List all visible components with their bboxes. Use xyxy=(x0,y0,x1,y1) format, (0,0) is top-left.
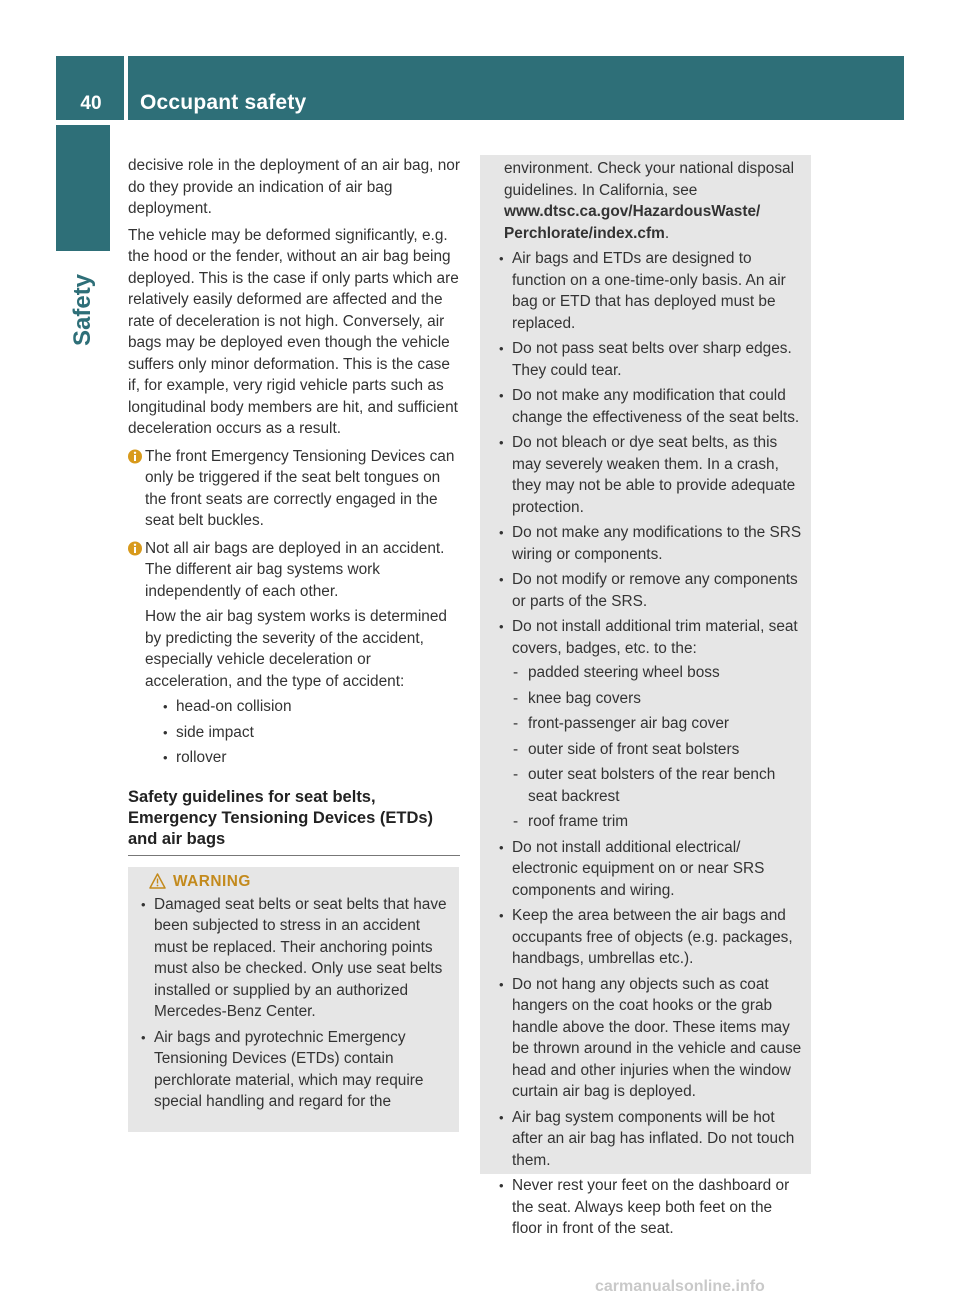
warning-title: WARNING xyxy=(173,872,251,890)
disposal-link[interactable]: www.dtsc.ca.gov/HazardousWaste/ Perchlorate/index.cfm xyxy=(504,203,761,242)
list-item: • Do not pass seat belts over sharp edges. They could tear. xyxy=(498,338,803,381)
list-item: • Air bags and ETDs are designed to function on a one-time-only basis. An air bag or ETD that has deployed must be replaced. xyxy=(498,248,803,334)
info-note-airbags-text: Not all air bags are deployed in an accident. The different air bag systems work independently of each other. xyxy=(145,539,445,600)
sub-list-item: - knee bag covers xyxy=(512,688,803,710)
paragraph-airbag-role: decisive role in the deployment of an air bag, nor do they provide an indication of air bag deployment. xyxy=(128,157,460,217)
list-item: • Do not make any modifications to the SRS wiring or components. xyxy=(498,522,803,565)
list-item: • Do not hang any objects such as coat hangers on the coat hooks or the grab handle above the door. These items may be thrown around in the vehicle and cause head and other injuries when the window curtain air bag is deployed. xyxy=(498,974,803,1103)
warning-box xyxy=(128,867,459,1132)
info-note-etd-text: The front Emergency Tensioning Devices can only be triggered if the seat belt tongues on the front seats are correctly engaged in the seat belt buckles. xyxy=(145,447,455,529)
side-label-text: Safety xyxy=(69,273,96,346)
info-note-airbags xyxy=(128,538,460,769)
sub-list-item: - outer seat bolsters of the rear bench seat backrest xyxy=(512,764,803,807)
list-item: • Do not make any modification that could change the effectiveness of the seat belts. xyxy=(498,385,803,428)
list-item: • head-on collision xyxy=(162,696,460,718)
list-item-trim xyxy=(498,616,803,833)
warning-list xyxy=(140,894,453,1113)
list-item: • Air bags and pyrotechnic Emergency Tensioning Devices (ETDs) contain perchlorate material, which may require special handling and regard for the xyxy=(140,1027,453,1113)
divider xyxy=(128,855,460,856)
info-icon xyxy=(128,541,142,556)
trim-item-text: Do not install additional trim material, seat covers, badges, etc. to the: xyxy=(512,618,798,657)
list-item: • Never rest your feet on the dashboard or the seat. Always keep both feet on the floor in front of the seat. xyxy=(498,1175,803,1240)
paragraph-deformation: The vehicle may be deformed significantly, e.g. the hood or the fender, without an air bag being deployed. This is the case if only parts which are relatively easily deformed are affected and the rate of deceleration is not high. Conversely, air bags may be deployed even though the vehicle suffers only minor deformation. This is the case if, for example, very rigid vehicle parts such as longitudinal body members are hit, and sufficient deceleration occurs as a result. xyxy=(128,226,459,437)
sub-list-item: - front-passenger air bag cover xyxy=(512,713,803,735)
list-item: • Keep the area between the air bags and occupants free of objects (e.g. packages, handbags, umbrellas etc.). xyxy=(498,905,803,970)
list-item: • Do not bleach or dye seat belts, as this may severely weaken them. In a crash, they may not be able to provide adequate protection. xyxy=(498,432,803,518)
footer-watermark: carmanualsonline.info xyxy=(595,1278,765,1295)
list-item: • Do not modify or remove any components or parts of the SRS. xyxy=(498,569,803,612)
warning-triangle-icon xyxy=(149,873,166,889)
section-title: Occupant safety xyxy=(140,91,307,114)
sub-list-item: - outer side of front seat bolsters xyxy=(512,739,803,761)
header-divider xyxy=(124,56,128,120)
list-item: • side impact xyxy=(162,722,460,744)
safety-guidelines-list xyxy=(498,248,803,1240)
list-item: • Air bag system components will be hot after an air bag has inflated. Do not touch them. xyxy=(498,1107,803,1172)
subheading-safety-guidelines: Safety guidelines for seat belts, Emergency Tensioning Devices (ETDs) and air bags xyxy=(128,787,434,848)
trim-sublist xyxy=(512,662,803,833)
continued-text-end: . xyxy=(664,224,670,242)
sub-list-item: - padded steering wheel boss xyxy=(512,662,803,684)
info-note-airbags-text-2: How the air bag system works is determined by predicting the severity of the accident, especially vehicle deceleration or acceleration, and the type of accident: xyxy=(145,608,447,690)
side-label xyxy=(56,256,110,366)
left-column xyxy=(128,155,460,1132)
accident-type-list xyxy=(162,696,460,769)
continued-text-body: environment. Check your national disposal guidelines. In California, see xyxy=(504,160,795,199)
info-note-etd xyxy=(128,446,460,532)
page-number: 40 xyxy=(80,93,102,114)
warning-header xyxy=(149,871,453,892)
right-column-warning-continued xyxy=(480,155,811,1237)
list-item: • Do not install additional electrical/ electronic equipment on or near SRS components and wiring. xyxy=(498,837,803,902)
sub-list-item: - roof frame trim xyxy=(512,811,803,833)
list-item: • rollover xyxy=(162,747,460,769)
side-tab xyxy=(56,125,110,251)
info-icon xyxy=(128,449,142,464)
continued-text xyxy=(498,158,803,244)
list-item: • Damaged seat belts or seat belts that have been subjected to stress in an accident must be replaced. Their anchoring points must also be checked. Only use seat belts installed or supplied by an authorized Mercedes-Benz Center. xyxy=(140,894,453,1023)
